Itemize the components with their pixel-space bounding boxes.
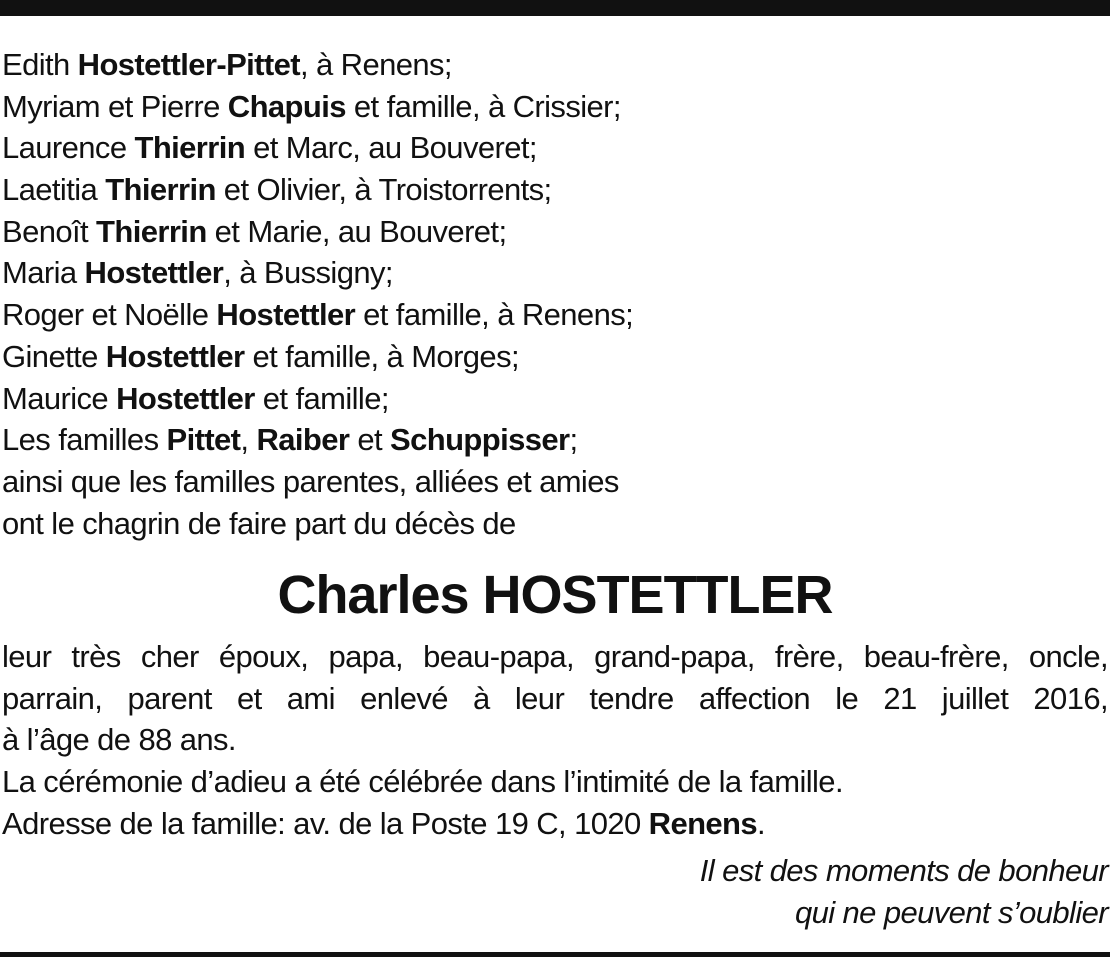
mourners-list [2, 44, 1102, 544]
bottom-rule [0, 952, 1110, 957]
family-name: Schuppisser [390, 422, 570, 458]
quote-line: qui ne peuvent s’oublier [794, 895, 1108, 930]
family-name: Pittet [166, 422, 241, 458]
mourner-line: Benoît Thierrin et Marie, au Bouveret; [2, 213, 507, 249]
family-name: Thierrin [96, 213, 207, 249]
mourner-line: Laurence Thierrin et Marc, au Bouveret; [2, 130, 537, 166]
closing-line: ainsi que les familles parentes, alliées et amies [2, 463, 619, 499]
mourner-line: Laetitia Thierrin et Olivier, à Troistorrents; [2, 172, 552, 208]
address-line: Adresse de la famille: av. de la Poste 19 C, 1020 Renens. [2, 805, 766, 841]
closing-line: ont le chagrin de faire part du décès de [2, 505, 516, 541]
family-name: Hostettler [105, 338, 245, 374]
family-name: Hostettler [216, 297, 356, 333]
quote-line: Il est des moments de bonheur [699, 853, 1108, 888]
family-name: Thierrin [105, 172, 216, 208]
family-name: Hostettler [84, 255, 224, 291]
mourner-line: Maria Hostettler, à Bussigny; [2, 255, 393, 291]
family-name: Chapuis [227, 88, 346, 124]
memorial-quote [508, 850, 1108, 934]
deceased-name: Charles HOSTETTLER [277, 565, 833, 625]
ceremony-line: La cérémonie d’adieu a été célébrée dans l’intimité de la famille. [2, 764, 843, 800]
tribute-line: parrain, parent et ami enlevé à leur tendre affection le 21 juillet 2016, [2, 680, 1108, 716]
address-city: Renens [648, 805, 758, 841]
mourner-line: Maurice Hostettler et famille; [2, 380, 389, 416]
family-name: Thierrin [134, 130, 246, 166]
family-name: Hostettler [116, 380, 255, 416]
mourner-line: Edith Hostettler-Pittet, à Renens; [2, 47, 452, 82]
tribute-line: leur très cher époux, papa, beau-papa, grand-papa, frère, beau-frère, oncle, [2, 639, 1108, 674]
tribute-text [2, 636, 1108, 844]
families-line: Les familles Pittet, Raiber et Schuppisser; [2, 422, 578, 458]
family-name: Hostettler-Pittet [77, 47, 300, 82]
top-rule [0, 0, 1110, 16]
mourner-line: Ginette Hostettler et famille, à Morges; [2, 338, 519, 374]
mourner-line: Roger et Noëlle Hostettler et famille, à Renens; [2, 297, 634, 333]
family-name: Raiber [256, 422, 350, 458]
tribute-line: à l’âge de 88 ans. [2, 722, 236, 758]
mourner-line: Myriam et Pierre Chapuis et famille, à Crissier; [2, 88, 621, 124]
